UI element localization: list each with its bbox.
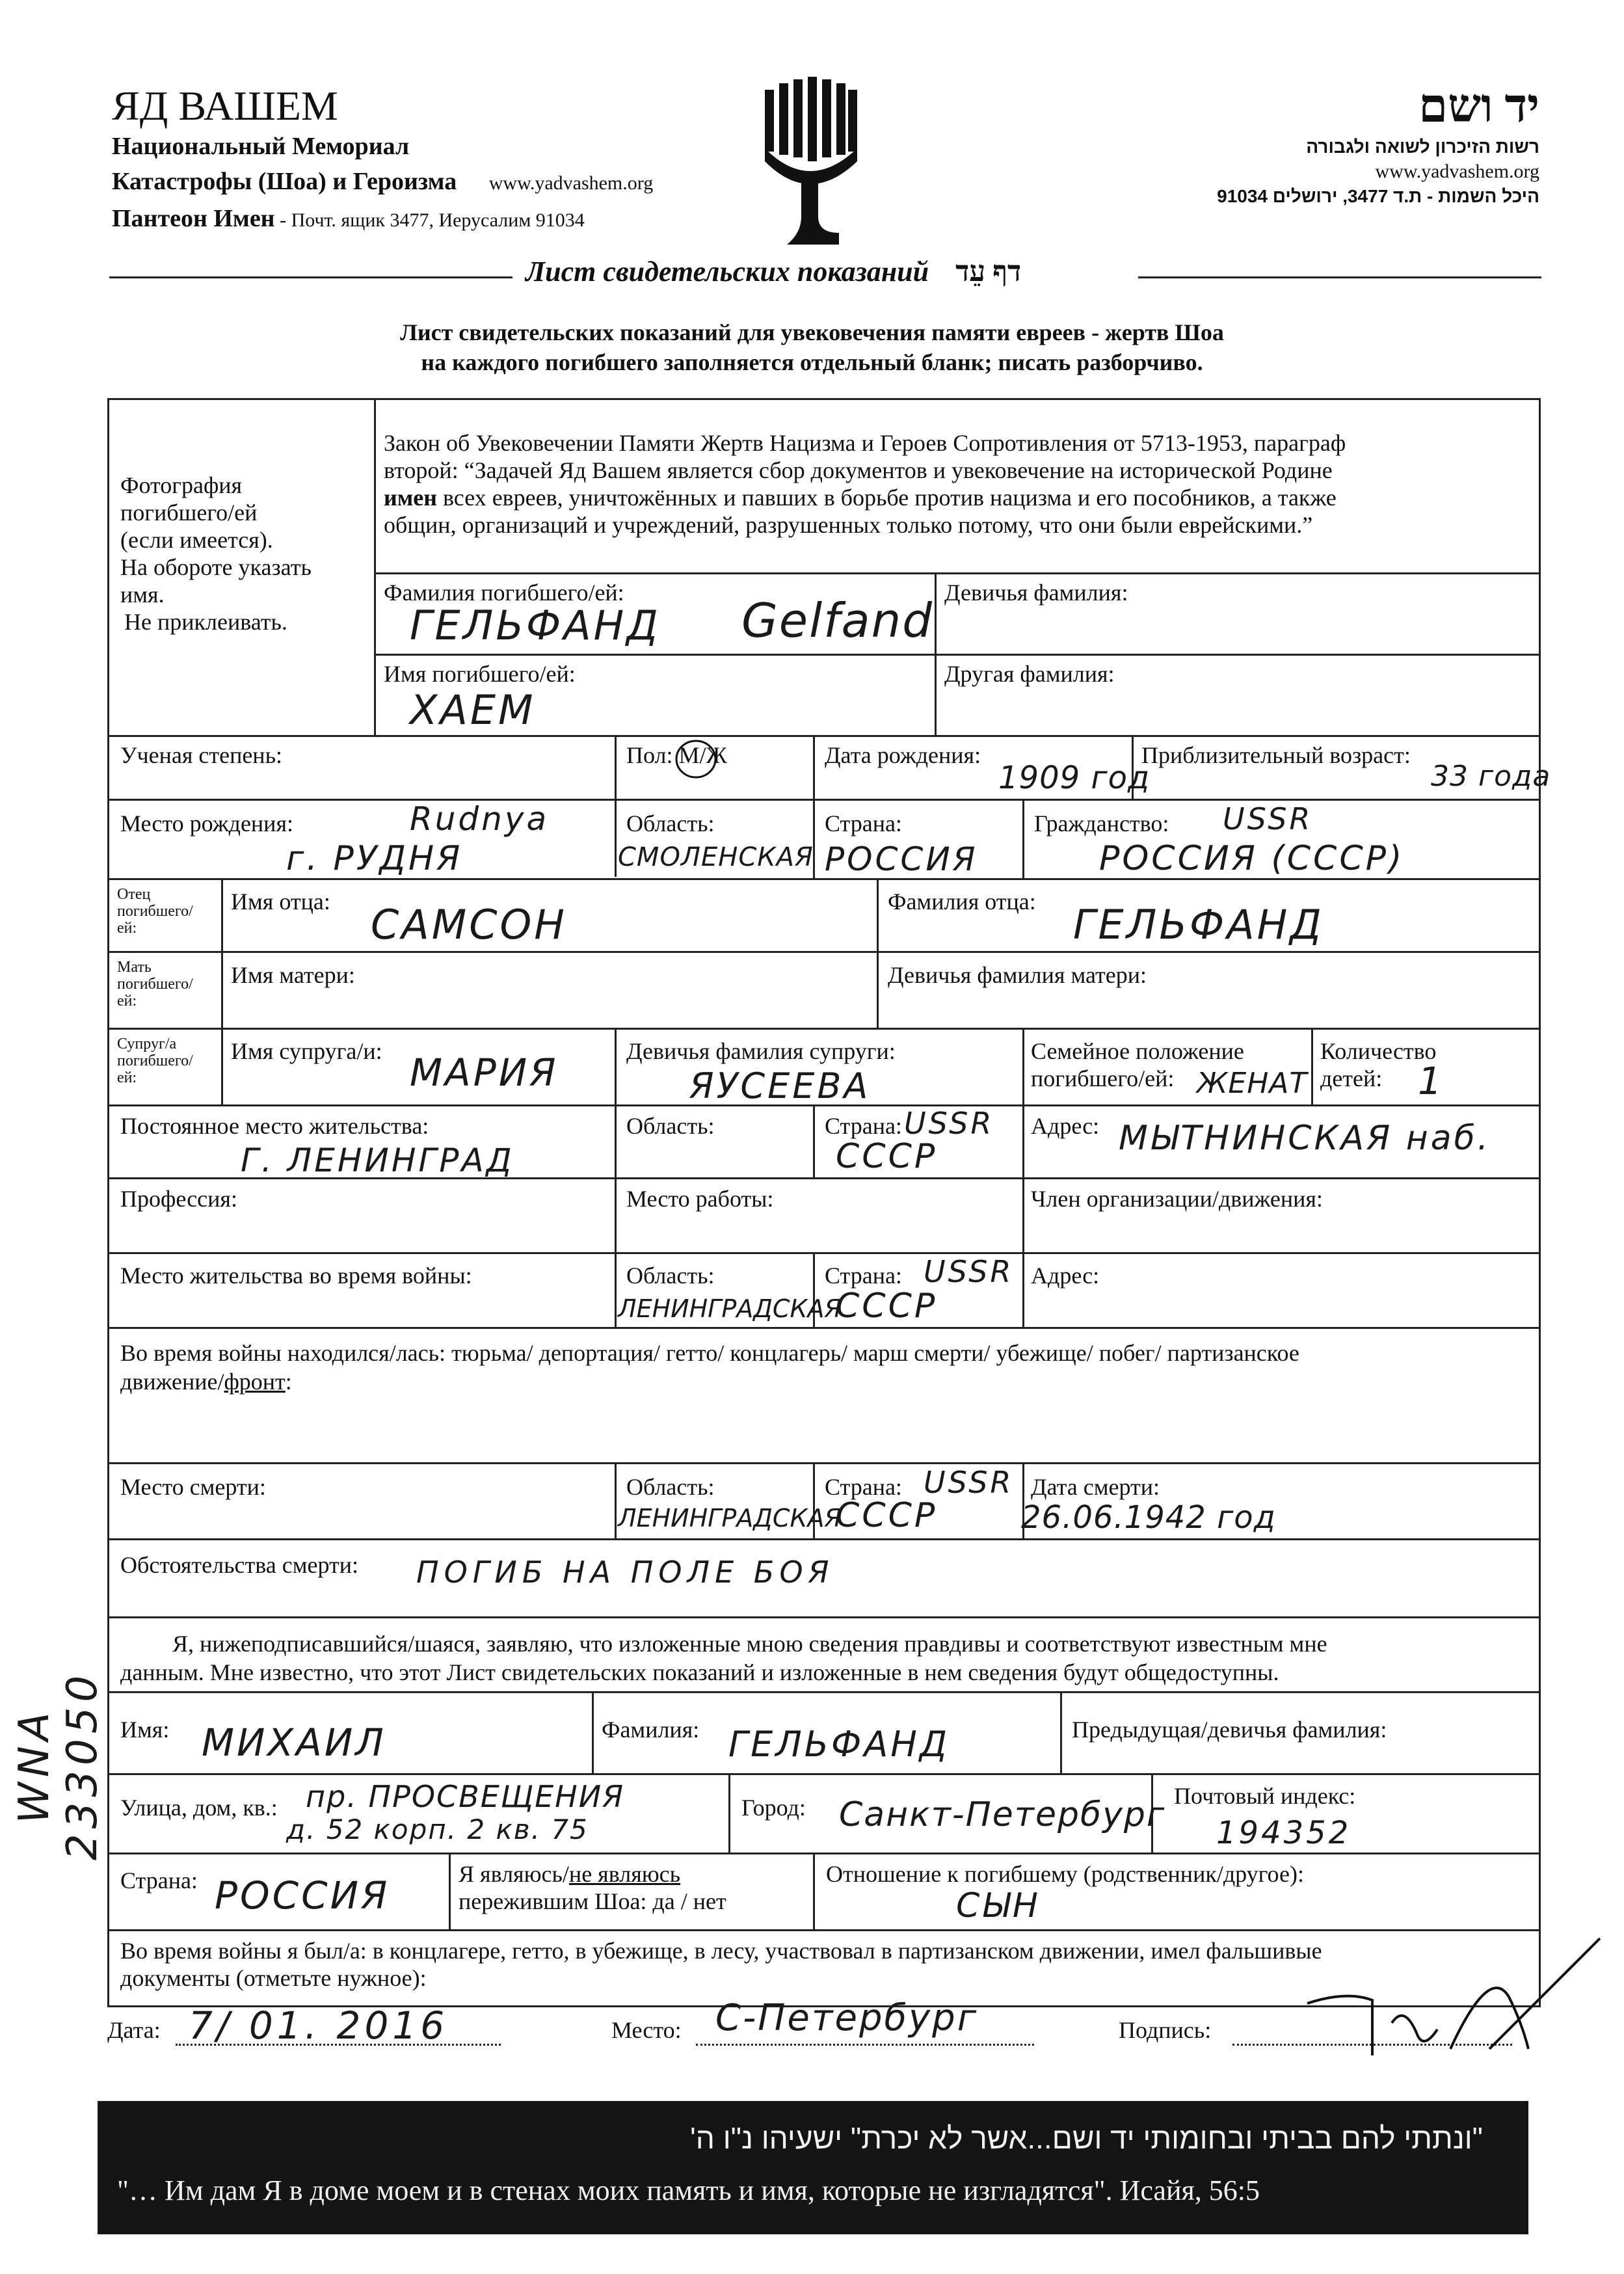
signoff-place-label: Место: bbox=[611, 2017, 682, 2043]
submitter-wartime-line2: документы (отметьте нужное): bbox=[120, 1965, 427, 1991]
submitter-country-label: Страна: bbox=[120, 1867, 198, 1893]
workplace-label: Место работы: bbox=[626, 1186, 774, 1212]
maiden-name-label: Девичья фамилия: bbox=[944, 580, 1128, 606]
member-label: Член организации/движения: bbox=[1031, 1186, 1323, 1212]
citizenship-latin-value[interactable]: USSR bbox=[1223, 801, 1313, 836]
header-right bbox=[1217, 78, 1539, 209]
spouse-maiden-value[interactable]: ЯУСЕЕВА bbox=[689, 1065, 871, 1106]
rule bbox=[615, 1104, 617, 1327]
law-line3 bbox=[384, 484, 1346, 511]
birthplace-label: Место рождения: bbox=[120, 810, 294, 836]
declaration-text bbox=[120, 1629, 1327, 1687]
marital-label-1: Семейное положение bbox=[1031, 1038, 1244, 1064]
father-surname-value[interactable]: ГЕЛЬФАНД bbox=[1073, 901, 1324, 948]
side-stamp: WNA 233050 bbox=[10, 1670, 107, 1861]
relation-value[interactable]: СЫН bbox=[956, 1886, 1041, 1925]
mother-maiden-label: Девичья фамилия матери: bbox=[888, 962, 1147, 988]
spouse-name-label: Имя супруга/и: bbox=[231, 1038, 382, 1064]
survivor-not-underlined: не являюсь bbox=[568, 1861, 681, 1887]
org-line1: Национальный Мемориал bbox=[112, 133, 410, 160]
quote-band bbox=[98, 2101, 1528, 2234]
rule bbox=[221, 878, 223, 1104]
residence-country-label: Страна: bbox=[825, 1113, 902, 1139]
war-country-label: Страна: bbox=[825, 1263, 902, 1289]
rule bbox=[374, 654, 1541, 656]
birth-date-value[interactable]: 1909 год bbox=[998, 760, 1151, 796]
law-line3-bold: имен bbox=[384, 485, 437, 511]
rule bbox=[813, 1853, 815, 1929]
form-title bbox=[526, 255, 1021, 288]
war-region-value[interactable]: ЛЕНИНГРАДСКАЯ bbox=[618, 1294, 842, 1323]
postal-label: Почтовый индекс: bbox=[1174, 1783, 1356, 1809]
father-name-label: Имя отца: bbox=[231, 889, 330, 915]
residence-country-value[interactable]: СССР bbox=[836, 1137, 938, 1176]
birth-country-value[interactable]: РОССИЯ bbox=[825, 840, 978, 878]
citizenship-label: Гражданство: bbox=[1034, 810, 1169, 836]
signoff-place-value[interactable]: С-Петербург bbox=[715, 1997, 979, 2039]
date-underline bbox=[176, 2044, 501, 2046]
rule bbox=[107, 1327, 1541, 1329]
declaration-line2: данным. Мне известно, что этот Лист свидетельских показаний и изложенные в нем сведения будут общедоступны. bbox=[120, 1659, 1279, 1685]
wartime-status bbox=[120, 1339, 1299, 1396]
spouse-maiden-label: Девичья фамилия супруги: bbox=[626, 1038, 896, 1064]
surname-label: Фамилия погибшего/ей: bbox=[384, 580, 624, 606]
org-line2 bbox=[112, 164, 653, 201]
rule bbox=[615, 1028, 617, 1104]
website-right: www.yadvashem.org bbox=[1375, 161, 1539, 182]
survivor-label bbox=[459, 1860, 726, 1915]
survivor-label-2: пережившим Шоа: да / нет bbox=[459, 1888, 726, 1914]
birth-region-label: Область: bbox=[626, 810, 715, 836]
residence-country-latin-value[interactable]: USSR bbox=[904, 1106, 994, 1141]
rule bbox=[374, 572, 1541, 574]
street-label: Улица, дом, кв.: bbox=[120, 1795, 278, 1821]
rule bbox=[592, 1691, 594, 1773]
rule bbox=[107, 1616, 1541, 1618]
rule bbox=[615, 735, 617, 877]
rule bbox=[107, 1028, 1541, 1030]
first-name-value[interactable]: ХАЕМ bbox=[410, 686, 536, 734]
survivor-label-1 bbox=[459, 1860, 726, 1888]
submitter-wartime-line1: Во время войны я был/а: в концлагере, гетто, в убежище, в лесу, участвовал в партизанском движении, имел фальшивые bbox=[120, 1938, 1322, 1964]
rule bbox=[1311, 1028, 1313, 1104]
law-line2: второй: “Задачей Яд Вашем является сбор документов и увековечение на исторической Родине bbox=[384, 457, 1333, 483]
children-label-1: Количество bbox=[1320, 1038, 1437, 1064]
place-underline bbox=[696, 2044, 1034, 2046]
photo-instructions bbox=[120, 472, 312, 635]
rule bbox=[615, 1462, 617, 1538]
menorah-logo-icon bbox=[761, 77, 859, 246]
father-side-label: Отец погибшего/ ей: bbox=[117, 886, 193, 937]
death-country-value[interactable]: СССР bbox=[836, 1496, 938, 1535]
photo-l4: На обороте указать bbox=[120, 554, 312, 580]
rule bbox=[107, 1853, 1541, 1854]
rule bbox=[107, 1462, 1541, 1464]
rule bbox=[374, 398, 376, 735]
war-region-label: Область: bbox=[626, 1263, 715, 1289]
rule bbox=[107, 1773, 1541, 1775]
submitter-name-label: Имя: bbox=[120, 1717, 170, 1743]
signoff-date-value[interactable]: 7/ 01. 2016 bbox=[189, 2003, 449, 2048]
rule bbox=[107, 951, 1541, 953]
death-place-label: Место смерти: bbox=[120, 1474, 266, 1500]
rule bbox=[107, 799, 1541, 801]
submitter-surname-value[interactable]: ГЕЛЬФАНД bbox=[728, 1724, 950, 1765]
submitter-wartime bbox=[120, 1937, 1322, 1992]
subtitle-line2: на каждого погибшего заполняется отдельный бланк; писать разборчиво. bbox=[421, 349, 1203, 375]
other-surname-label: Другая фамилия: bbox=[944, 661, 1115, 687]
children-label-2: детей: bbox=[1320, 1065, 1383, 1091]
war-country-latin-value[interactable]: USSR bbox=[924, 1254, 1014, 1289]
mother-side-label: Мать погибшего/ ей: bbox=[117, 959, 193, 1010]
rule bbox=[107, 1538, 1541, 1540]
form-title-ru: Лист свидетельских показаний bbox=[526, 256, 929, 288]
rule bbox=[935, 572, 937, 735]
spouse-name-value[interactable]: МАРИЯ bbox=[410, 1050, 559, 1095]
father-surname-label: Фамилия отца: bbox=[888, 889, 1036, 915]
city-value[interactable]: Санкт-Петербург bbox=[839, 1795, 1166, 1834]
org-line3 bbox=[112, 201, 653, 238]
birthplace-latin-value[interactable]: Rudnya bbox=[410, 800, 550, 838]
profession-label: Профессия: bbox=[120, 1186, 237, 1212]
wartime-line2-post: : bbox=[285, 1369, 292, 1395]
first-name-label: Имя погибшего/ей: bbox=[384, 661, 576, 687]
submitter-name-value[interactable]: МИХАИЛ bbox=[202, 1720, 386, 1765]
wartime-line1: Во время войны находился/лась: тюрьма/ депортация/ гетто/ концлагерь/ марш смерти/ убежище/ побег/ партизанское bbox=[120, 1340, 1299, 1366]
approx-age-label: Приблизительный возраст: bbox=[1141, 742, 1411, 768]
death-region-label: Область: bbox=[626, 1474, 715, 1500]
city-label: Город: bbox=[741, 1795, 806, 1821]
law-line4: общин, организаций и учреждений, разрушенных только потому, что они были еврейскими.” bbox=[384, 512, 1313, 538]
law-line1: Закон об Увековечении Памяти Жертв Нацизма и Героев Сопротивления от 5713-1953, параграф bbox=[384, 430, 1346, 456]
rule bbox=[449, 1853, 451, 1929]
death-date-value[interactable]: 26.06.1942 год bbox=[1021, 1499, 1276, 1536]
spouse-side-label: Супруг/а погибшего/ ей: bbox=[117, 1036, 193, 1086]
quote-russian: "… Им дам Я в доме моем и в стенах моих память и имя, которые не изгладятся". Исайя, 56:5 bbox=[117, 2174, 1260, 2206]
relation-label: Отношение к погибшему (родственник/другое): bbox=[826, 1861, 1304, 1887]
photo-l3: (если имеется). bbox=[120, 527, 273, 553]
street-value-line1[interactable]: пр. ПРОСВЕЩЕНИЯ bbox=[306, 1779, 625, 1814]
org-name-he: יד ושם bbox=[1418, 80, 1539, 132]
signature-scribble-icon bbox=[1294, 1925, 1606, 2075]
gender-label: Пол: М/Ж bbox=[626, 742, 727, 768]
marital-value[interactable]: ЖЕНАТ bbox=[1197, 1067, 1308, 1100]
birthplace-value[interactable]: г. РУДНЯ bbox=[286, 839, 463, 878]
form-title-he: דף עֵד bbox=[955, 256, 1022, 288]
postal-value[interactable]: 194352 bbox=[1216, 1815, 1351, 1851]
photo-l6: Не приклеивать. bbox=[124, 609, 287, 635]
birth-region-value[interactable]: СМОЛЕНСКАЯ bbox=[618, 842, 814, 872]
website-left: www.yadvashem.org bbox=[488, 172, 654, 194]
residence-value[interactable]: Г. ЛЕНИНГРАД bbox=[241, 1142, 514, 1179]
rule bbox=[107, 1252, 1541, 1254]
org-line3-rest: - Почт. ящик 3477, Иерусалим 91034 bbox=[274, 209, 585, 231]
rule bbox=[1022, 1104, 1024, 1327]
rule bbox=[728, 1773, 730, 1853]
subtitle bbox=[0, 317, 1624, 377]
he-line3: היכל השמות - ת.ד 3477, ירושלים 91034 bbox=[1217, 186, 1539, 206]
rule bbox=[1060, 1691, 1062, 1773]
org-name-ru: ЯД ВАШЕМ bbox=[112, 83, 338, 129]
surname-latin-value[interactable]: Gelfand bbox=[741, 593, 933, 648]
wartime-line2 bbox=[120, 1367, 1299, 1396]
marital-label-2: погибшего/ей: bbox=[1031, 1065, 1175, 1091]
he-line1: רשות הזיכרון לשואה ולגבורה bbox=[1306, 137, 1539, 157]
photo-l2: погибшего/ей bbox=[120, 500, 258, 526]
rule bbox=[877, 878, 879, 1028]
photo-l5: имя. bbox=[120, 582, 165, 608]
rule bbox=[107, 1691, 1541, 1693]
title-rule-left bbox=[109, 276, 512, 278]
signoff-date-label: Дата: bbox=[107, 2017, 161, 2043]
photo-l1: Фотография bbox=[120, 472, 243, 498]
submitter-country-value[interactable]: РОССИЯ bbox=[215, 1873, 390, 1918]
rule bbox=[1022, 1028, 1024, 1104]
header-left bbox=[112, 83, 653, 238]
rule bbox=[1022, 799, 1024, 878]
org-line2-text: Катастрофы (Шоа) и Героизма bbox=[112, 168, 457, 195]
mother-name-label: Имя матери: bbox=[231, 962, 355, 988]
father-name-value[interactable]: САМСОН bbox=[371, 901, 567, 948]
signature-label: Подпись: bbox=[1119, 2017, 1212, 2043]
title-rule-right bbox=[1138, 276, 1541, 278]
law-text bbox=[384, 429, 1346, 539]
quote-hebrew: "ונתתי להם בביתי ובחומותי יד ושם...אשר לא יכרת" ישעיהו נ"ו ה' bbox=[690, 2121, 1483, 2155]
surname-value[interactable]: ГЕЛЬФАНД bbox=[410, 602, 661, 649]
citizenship-value[interactable]: РОССИЯ (СССР) bbox=[1099, 839, 1405, 878]
law-line3-rest: всех евреев, уничтожённых и павших в борьбе против нацизма и его пособников, а также bbox=[436, 485, 1337, 511]
degree-label: Ученая степень: bbox=[120, 742, 282, 768]
survivor-pre: Я являюсь/ bbox=[459, 1861, 569, 1887]
war-country-value[interactable]: СССР bbox=[836, 1287, 938, 1326]
subtitle-line1: Лист свидетельских показаний для увековечения памяти евреев - жертв Шоа bbox=[400, 319, 1224, 345]
rule bbox=[813, 1104, 815, 1177]
children-value[interactable]: 1 bbox=[1418, 1059, 1444, 1103]
org-line3-bold: Пантеон Имен bbox=[112, 205, 275, 232]
submitter-surname-label: Фамилия: bbox=[602, 1717, 700, 1743]
submitter-prev-surname-label: Предыдущая/девичья фамилия: bbox=[1072, 1717, 1387, 1743]
death-region-value[interactable]: ЛЕНИНГРАДСКАЯ bbox=[618, 1504, 842, 1532]
residence-label: Постоянное место жительства: bbox=[120, 1113, 429, 1139]
wartime-line2-pre: движение/ bbox=[120, 1369, 224, 1395]
rule bbox=[107, 735, 1541, 737]
death-country-label: Страна: bbox=[825, 1474, 902, 1500]
war-residence-label: Место жительства во время войны: bbox=[120, 1263, 472, 1289]
wartime-front-underlined: фронт bbox=[224, 1369, 286, 1395]
war-address-label: Адрес: bbox=[1031, 1263, 1100, 1289]
birth-date-label: Дата рождения: bbox=[825, 742, 981, 768]
residence-address-value[interactable]: МЫТНИНСКАЯ наб. bbox=[1119, 1119, 1491, 1158]
gender-circle-mark bbox=[673, 736, 719, 782]
death-circumstances-label: Обстоятельства смерти: bbox=[120, 1552, 358, 1578]
death-circumstances-value[interactable]: ПОГИБ НА ПОЛЕ БОЯ bbox=[416, 1555, 834, 1590]
death-country-latin-value[interactable]: USSR bbox=[924, 1465, 1014, 1500]
birth-country-label: Страна: bbox=[825, 810, 902, 836]
street-value-line2[interactable]: д. 52 корп. 2 кв. 75 bbox=[286, 1813, 589, 1845]
declaration-line1: Я, нижеподписавшийся/шаяся, заявляю, что изложенные мною сведения правдивы и соответствуют известным мне bbox=[172, 1631, 1327, 1657]
death-date-label: Дата смерти: bbox=[1031, 1474, 1160, 1500]
approx-age-value[interactable]: 33 года bbox=[1431, 760, 1551, 793]
residence-address-label: Адрес: bbox=[1031, 1113, 1100, 1139]
residence-region-label: Область: bbox=[626, 1113, 715, 1139]
rule bbox=[107, 878, 1541, 880]
